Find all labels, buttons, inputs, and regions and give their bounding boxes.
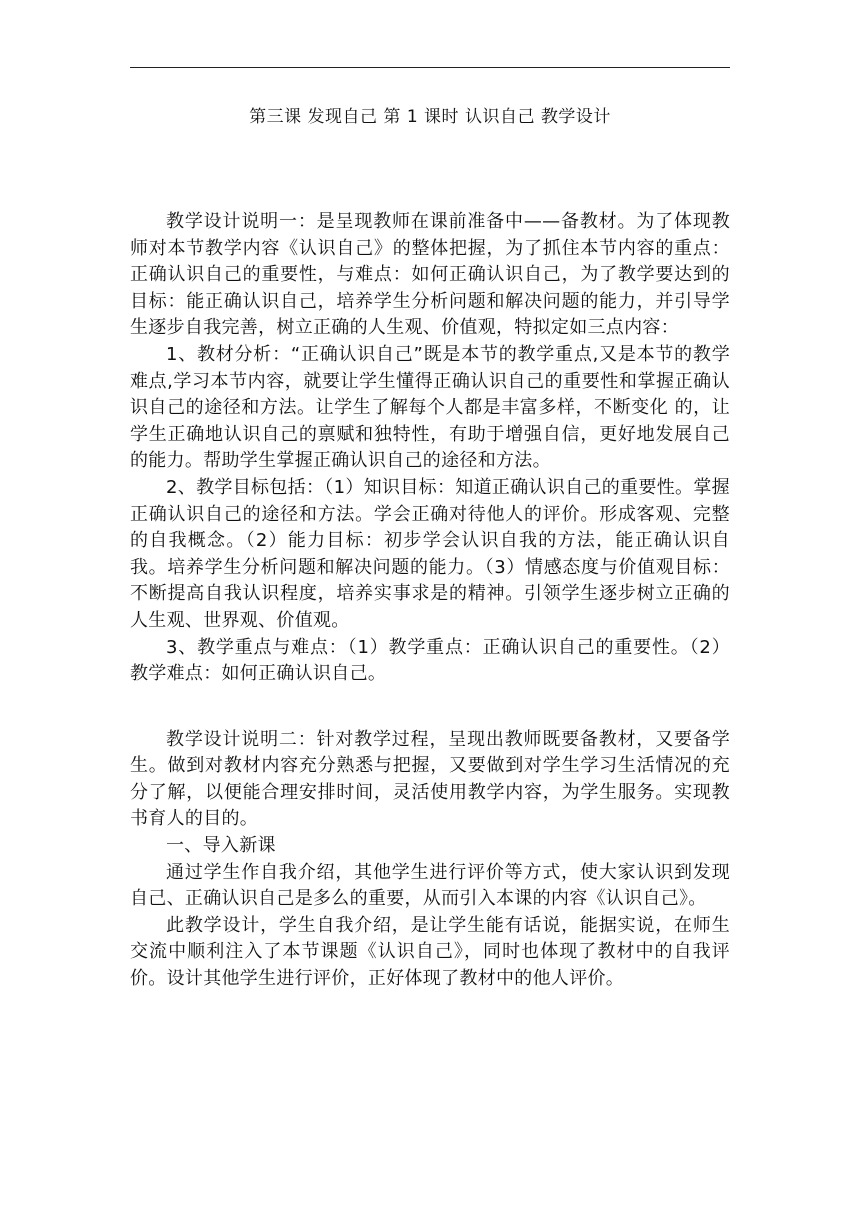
document-title: 第三课 发现自己 第 1 课时 认识自己 教学设计 bbox=[249, 107, 611, 127]
paragraph-teaching-goals: 2、教学目标包括：（1）知识目标：知道正确认识自己的重要性。掌握正确认识自己的途径和方法。学会正确对待他人的评价。形成客观、完整的自我概念。（2）能力目标：初步学会认识自我的方法，能正确认识自我。培养学生分析问题和解决问题的能力。（3）情感态度与价值观目标：不断提高自我认识程度，培养实事求是的精神。引领学生逐步树立正确的人生观、世界观、价值观。 bbox=[130, 476, 730, 631]
document-body bbox=[130, 209, 730, 993]
paragraph-material-analysis: 1、教材分析：“正确认识自己”既是本节的教学重点,又是本节的教学难点,学习本节内容，就要让学生懂得正确认识自己的重要性和掌握正确认识自己的途径和方法。让学生了解每个人都是丰富多样，不断变化 的，让学生正确地认识自己的禀赋和独特性，有助于增强自信，更好地发展自己的能力。帮助学生掌握正确认识自己的途径和方法。 bbox=[130, 343, 730, 472]
header-rule bbox=[130, 67, 730, 68]
paragraph-design-commentary: 此教学设计，学生自我介绍，是让学生能有话说，能据实说，在师生交流中顺利注入了本节课题《认识自己》，同时也体现了教材中的自我评价。设计其他学生进行评价，正好体现了教材中的他人评价。 bbox=[130, 914, 730, 990]
paragraph-introduction: 通过学生作自我介绍，其他学生进行评价等方式，使大家认识到发现自己、正确认识自己是多么的重要，从而引入本课的内容《认识自己》。 bbox=[130, 861, 730, 910]
paragraph-design-note-2: 教学设计说明二：针对教学过程，呈现出教师既要备教材，又要备学生。做到对教材内容充分熟悉与把握，又要做到对学生学习生活情况的充分了解，以便能合理安排时间，灵活使用教学内容，为学生服务。实现教书育人的目的。 bbox=[130, 728, 730, 830]
paragraph-spacer bbox=[130, 688, 730, 727]
paragraph-key-points: 3、教学重点与难点：（1）教学重点：正确认识自己的重要性。（2）教学难点：如何正确认识自己。 bbox=[130, 636, 730, 685]
section-heading-introduction: 一、导入新课 bbox=[166, 835, 276, 857]
paragraph-design-note-1: 教学设计说明一：是呈现教师在课前准备中——备教材。为了体现教师对本节教学内容《认识自己》的整体把握，为了抓住本节内容的重点：正确认识自己的重要性，与难点：如何正确认识自己，为了教学要达到的目标：能正确认识自己，培养学生分析问题和解决问题的能力，并引导学生逐步自我完善，树立正确的人生观、价值观，特拟定如三点内容： bbox=[130, 211, 730, 339]
